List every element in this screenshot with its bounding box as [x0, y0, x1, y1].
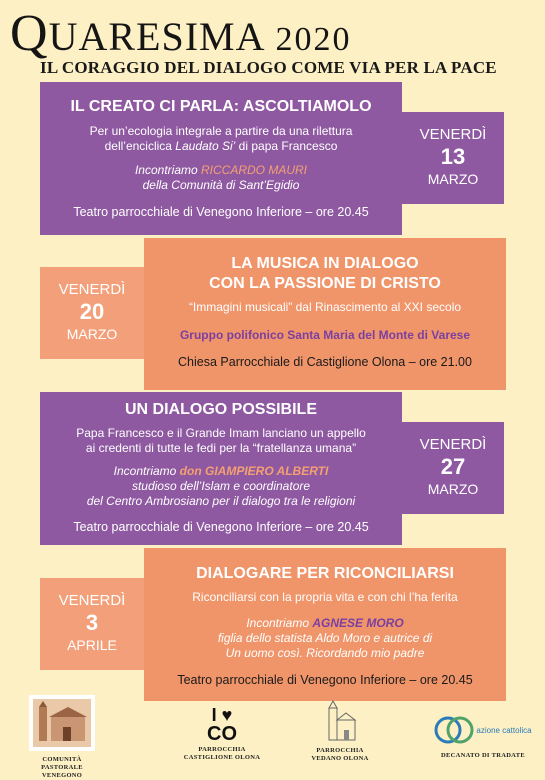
event-3-venue: Teatro parrocchiale di Venegono Inferiore – ore 20.45 — [73, 520, 369, 534]
event-2-date — [40, 267, 144, 359]
logo-2-line1: PARROCCHIA — [198, 746, 246, 753]
title-initial: Q — [10, 5, 49, 62]
event-4-panel — [144, 548, 506, 701]
event-4-weekday: VENERDÌ — [58, 592, 126, 609]
logo-comunita-pastorale — [22, 695, 102, 780]
event-2-group: Gruppo polifonico Santa Maria del Monte di Varese — [179, 328, 471, 342]
logo-azione-cattolica — [428, 714, 538, 760]
event-1-date — [402, 112, 504, 204]
event-4-meet-prefix: Incontriamo — [246, 616, 313, 630]
event-1-speaker-role: della Comunità di Sant’Egidio — [142, 178, 300, 192]
logo-3-line1: PARROCCHIA — [316, 747, 364, 754]
title-year: 2020 — [275, 21, 352, 58]
event-2-venue: Chiesa Parrocchiale di Castiglione Olona – ore 21.00 — [178, 355, 472, 369]
event-2-title-line2: CON LA PASSIONE DI CRISTO — [209, 275, 441, 292]
event-3-weekday: VENERDÌ — [419, 436, 487, 453]
logo-4-name: azione cattolica — [476, 725, 532, 735]
event-3-day-number: 27 — [440, 454, 466, 479]
logo-parrocchia-vedano — [300, 700, 380, 763]
event-4-venue: Teatro parrocchiale di Venegono Inferiore – ore 20.45 — [177, 673, 473, 687]
church-drawing-icon — [323, 700, 357, 742]
logo-1-line1: COMUNITÀ PASTORALE — [41, 756, 83, 771]
event-4-desc: Riconciliarsi con la propria vita e con chi l’ha ferita — [192, 590, 458, 604]
logo-3-line2: VEDANO OLONA — [311, 755, 369, 762]
event-3-panel — [40, 392, 402, 545]
event-4-title: DIALOGARE PER RICONCILIARSI — [196, 565, 454, 582]
event-1-weekday: VENERDÌ — [419, 126, 487, 143]
page-title — [10, 4, 351, 63]
event-3-desc-line1: Papa Francesco e il Grande Imam lanciano un appello — [76, 426, 366, 440]
event-1-day-number: 13 — [440, 144, 466, 169]
azione-cattolica-emblem-icon — [434, 714, 474, 746]
event-4-speaker: AGNESE MORO — [312, 616, 404, 630]
event-2-desc: “Immagini musicali” dal Rinascimento al XXI secolo — [188, 300, 462, 314]
event-3-date — [402, 422, 504, 514]
logo-2-co: CO — [207, 723, 237, 745]
logo-4-decanato: DECANATO DI TRADATE — [441, 752, 525, 759]
event-2-weekday: VENERDÌ — [58, 281, 126, 298]
event-1-meet-prefix: Incontriamo — [134, 163, 201, 177]
event-3-month: MARZO — [427, 481, 479, 497]
event-3-title: UN DIALOGO POSSIBILE — [124, 401, 317, 418]
event-1-venue: Teatro parrocchiale di Venegono Inferiore – ore 20.45 — [73, 205, 369, 219]
logo-2-i: I — [211, 705, 217, 725]
event-1-desc-end: di papa Francesco — [235, 139, 338, 153]
event-2-month: MARZO — [66, 326, 118, 342]
title-text: UARESIMA — [48, 14, 266, 59]
event-4-date — [40, 578, 144, 670]
event-1-panel — [40, 82, 402, 235]
event-1-speaker: RICCARDO MAURI — [201, 163, 308, 177]
event-1-month: MARZO — [427, 171, 479, 187]
logo-2-line2: CASTIGLIONE OLONA — [183, 754, 261, 761]
event-4-day-number: 3 — [85, 610, 99, 635]
event-3-speaker-role2: del Centro Ambrosiano per il dialogo tra le religioni — [86, 494, 356, 508]
event-4-month: APRILE — [67, 637, 117, 653]
event-3-speaker-role1: studioso dell’Islam e coordinatore — [131, 479, 311, 493]
page-subtitle: IL CORAGGIO DEL DIALOGO COME VIA PER LA PACE — [40, 58, 497, 77]
heart-icon: ♥ — [221, 705, 233, 725]
event-4-speaker-role2: Un uomo così. Ricordando mio padre — [225, 646, 425, 660]
logo-1-line2: VENEGONO — [41, 772, 83, 779]
event-2-title-line1: LA MUSICA IN DIALOGO — [231, 255, 419, 272]
event-3-speaker: don GIAMPIERO ALBERTI — [179, 464, 329, 478]
event-1-encyclical: Laudato Si’ — [175, 139, 236, 153]
event-2-day-number: 20 — [79, 299, 105, 324]
event-1-desc-line2: dell’enciclica — [104, 139, 176, 153]
event-1-title: IL CREATO CI PARLA: ASCOLTIAMOLO — [70, 98, 372, 115]
event-1-desc-line1: Per un’ecologia integrale a partire da una rilettura — [89, 124, 353, 138]
event-3-desc-line2: ai credenti di tutte le fedi per la “fratellanza umana” — [85, 441, 357, 455]
event-2-panel — [144, 238, 506, 390]
event-4-speaker-role1: figlia dello statista Aldo Moro e autrice di — [217, 631, 433, 645]
church-image-icon — [29, 695, 95, 751]
event-3-meet-prefix: Incontriamo — [113, 464, 180, 478]
logo-parrocchia-castiglione — [182, 706, 262, 762]
